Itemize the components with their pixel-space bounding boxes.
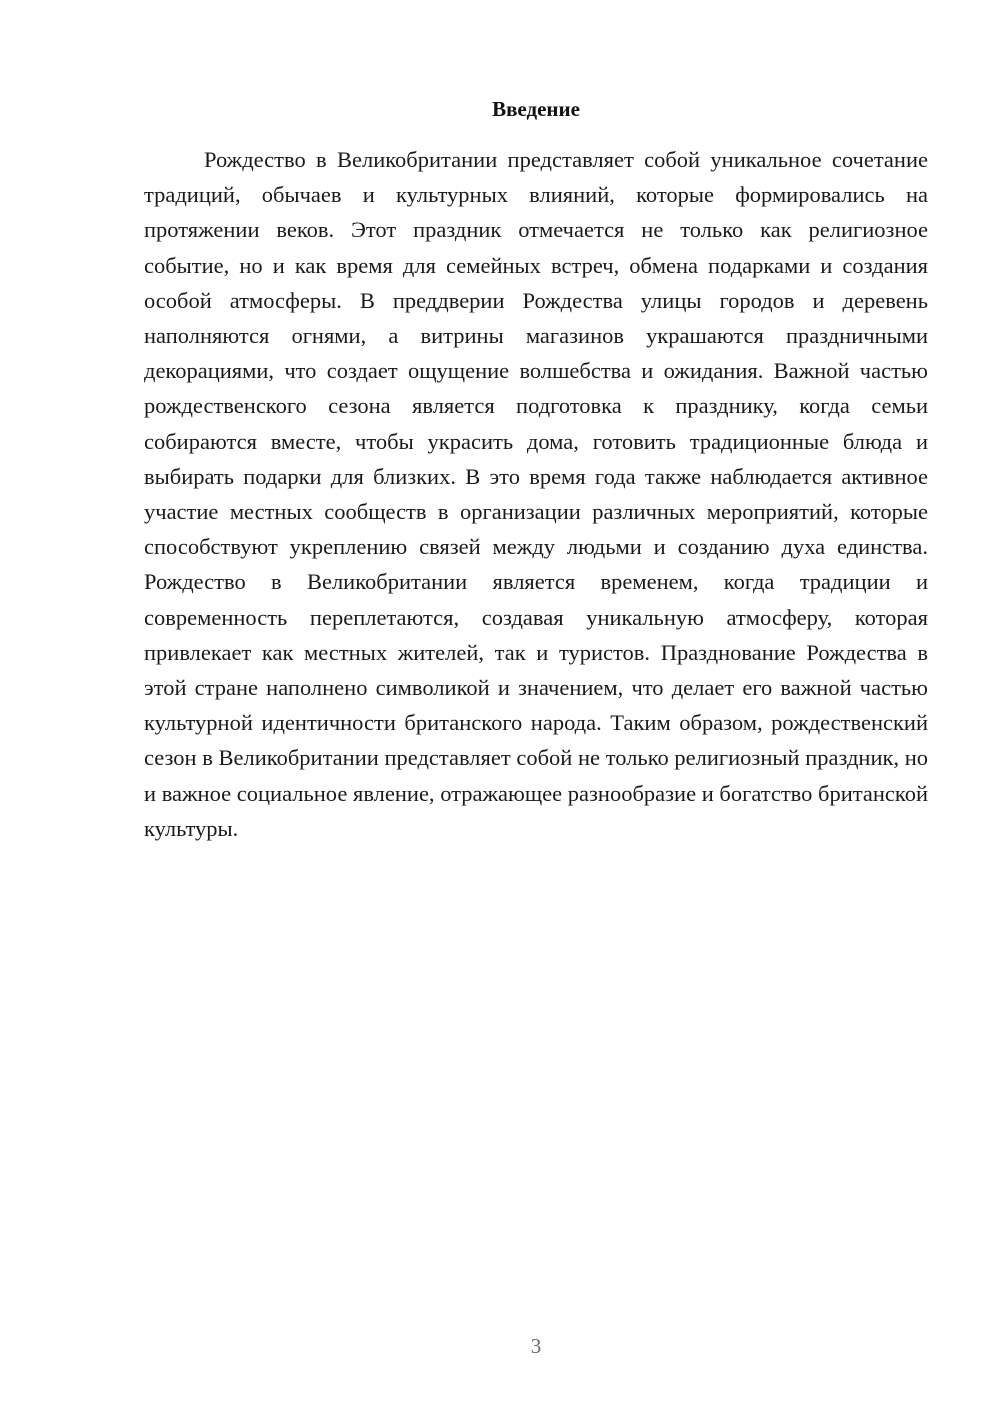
page-number: 3 — [530, 1334, 542, 1358]
body-paragraph: Рождество в Великобритании представляет собой уникальное сочетание традиций, обычаев и культурных влияний, которые формировались на протяжении веков. Этот праздник отмечается не только как религиозное событие, но и как время для семейных встреч, обмена подарками и создания особой атмосферы. В преддверии Рождества улицы городов и деревень наполняются огнями, а витрины магазинов украшаются праздничными декорациями, что создает ощущение волшебства и ожидания. Важной частью рождественского сезона является подготовка к празднику, когда семьи собираются вместе, чтобы украсить дома, готовить традиционные блюда и выбирать подарки для близких. В это время года также наблюдается активное участие местных сообществ в организации различных мероприятий, которые способствуют укреплению связей между людьми и созданию духа единства. Рождество в Великобритании является временем, когда традиции и современность переплетаются, создавая уникальную атмосферу, которая привлекает как местных жителей, так и туристов. Празднование Рождества в этой стране наполнено символикой и значением, что делает его важной частью культурной идентичности британского народа. Таким образом, рождественский сезон в Великобритании представляет собой не только религиозный праздник, но и важное социальное явление, отражающее разнообразие и богатство британской культуры. — [144, 147, 928, 841]
section-heading: Введение — [492, 97, 580, 121]
